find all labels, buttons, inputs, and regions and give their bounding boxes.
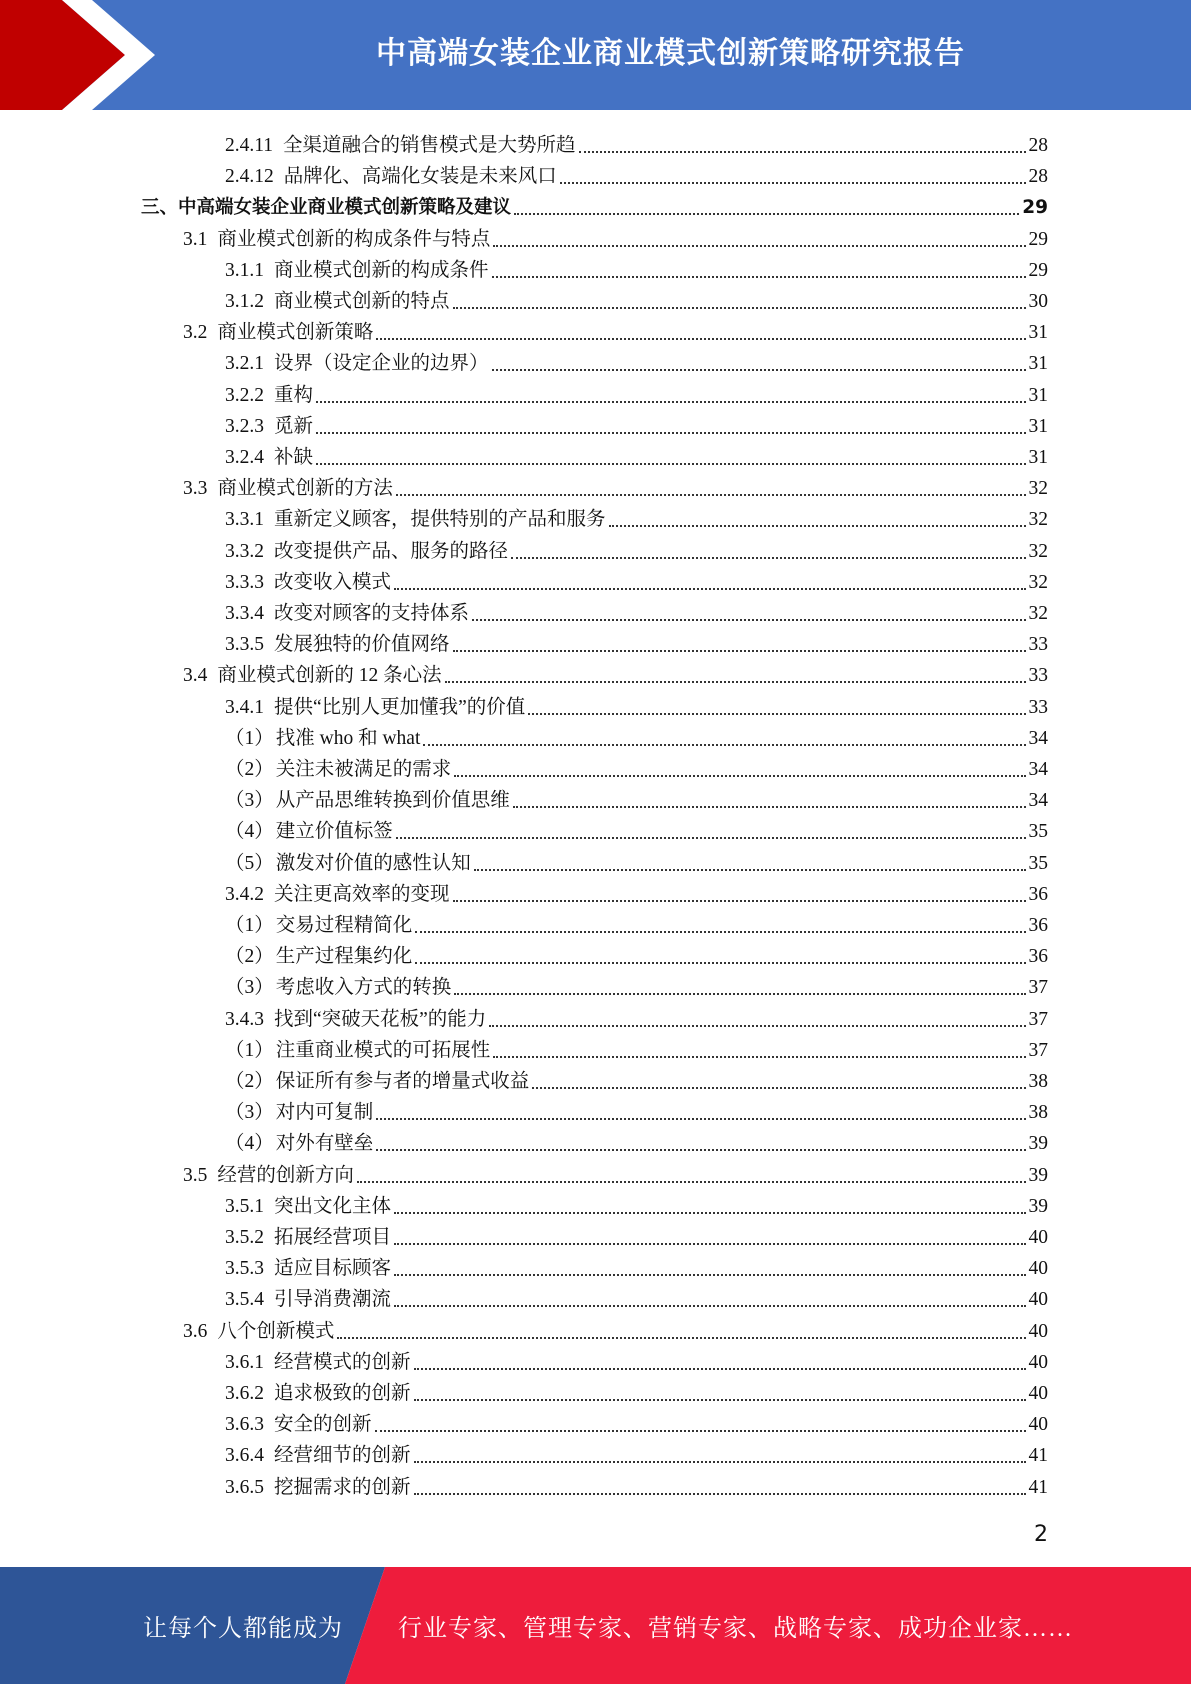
toc-leader-dots [489,1025,1025,1027]
toc-entry-number: 3.1.2 [225,291,264,312]
toc-entry-title: 激发对价值的感性认知 [275,852,471,874]
toc-entry[interactable] [0,1313,1048,1344]
toc-entry[interactable] [0,189,1048,220]
toc-leader-dots [376,1118,1025,1120]
toc-entry-number: 3.6.3 [225,1414,264,1436]
toc-entry-title: 商业模式创新策略 [217,322,374,344]
toc-entry-number: （1） [225,915,274,936]
toc-leader-dots [493,1056,1025,1058]
toc-entry[interactable] [0,1157,1048,1188]
toc-entry-number: （3） [225,790,274,812]
toc-leader-dots [528,713,1025,715]
toc-entry-page: 31 [1028,322,1048,344]
toc-entry-number: （1） [225,727,274,749]
toc-entry-page: 32 [1028,571,1048,593]
toc-leader-dots [316,463,1025,465]
toc-entry-number: 3.5.4 [225,1289,264,1311]
toc-entry-title: 商业模式创新的构成条件 [274,259,489,281]
toc-entry[interactable] [0,377,1048,408]
toc-leader-dots [414,1461,1026,1463]
toc-entry-number: 3.6.1 [225,1351,264,1373]
toc-entry-page: 40 [1028,1227,1048,1248]
toc-entry-title: 交易过程精简化 [275,915,413,936]
toc-entry-title: 经营模式的创新 [274,1351,411,1373]
toc-entry-title: 拓展经营项目 [274,1227,392,1248]
toc-entry[interactable] [0,907,1048,938]
toc-leader-dots [579,151,1026,153]
toc-entry-page: 32 [1028,603,1048,624]
toc-entry[interactable] [0,564,1048,595]
toc-entry-title: 商业模式创新的 12 条心法 [217,665,442,687]
toc-entry-page: 34 [1028,790,1048,812]
toc-entry-page: 40 [1028,1258,1048,1280]
toc-entry[interactable] [0,782,1048,813]
toc-entry[interactable] [0,408,1048,439]
toc-leader-dots [513,806,1026,808]
toc-entry-number: 3.3.2 [225,540,264,562]
toc-entry[interactable] [0,845,1048,876]
toc-entry-page: 39 [1028,1195,1048,1217]
toc-entry-title: 适应目标顾客 [274,1258,392,1280]
toc-entry-number: 3.2 [183,322,208,344]
toc-entry-title: 注重商业模式的可拓展性 [275,1039,491,1061]
toc-entry-title: 找到“突破天花板”的能力 [274,1008,487,1030]
toc-entry-title: 对内可复制 [275,1102,374,1124]
toc-entry-page: 29 [1022,197,1048,219]
footer-slogan-left: 让每个人都能成为 [143,1616,343,1642]
toc-leader-dots [394,1305,1025,1307]
toc-entry-title: 八个创新模式 [217,1320,335,1342]
toc-leader-dots [415,962,1025,964]
toc-leader-dots [394,1212,1025,1214]
toc-leader-dots [423,744,1025,746]
toc-entry[interactable] [0,314,1048,345]
toc-entry-page: 40 [1028,1351,1048,1373]
toc-entry-number: 3.4.1 [225,696,264,718]
toc-entry[interactable] [0,813,1048,844]
toc-entry[interactable] [0,158,1048,189]
toc-entry-number: 3.2.2 [225,384,264,406]
toc-leader-dots [414,1493,1026,1495]
toc-entry-title: 经营细节的创新 [274,1445,411,1467]
toc-entry[interactable] [0,533,1048,564]
toc-entry-title: 关注更高效率的变现 [274,883,450,905]
toc-entry-title: 挖掘需求的创新 [274,1476,411,1498]
toc-entry-number: 3.6.4 [225,1445,264,1467]
toc-entry-number: 3.3.5 [225,634,264,656]
toc-entry-page: 32 [1028,540,1048,562]
toc-entry-number: 3.5.3 [225,1258,264,1280]
toc-entry-title: 安全的创新 [274,1414,372,1436]
toc-entry-title: 改变收入模式 [274,571,392,593]
toc-leader-dots [609,525,1026,527]
toc-leader-dots [396,494,1026,496]
toc-entry-page: 37 [1028,1008,1048,1030]
toc-entry-number: 3.4.2 [225,883,264,905]
toc-entry-number: 3.2.4 [225,447,264,468]
toc-entry-page: 28 [1028,135,1048,156]
toc-entry[interactable] [0,252,1048,283]
toc-entry-page: 37 [1028,1039,1048,1061]
toc-entry[interactable] [0,1188,1048,1219]
toc-leader-dots [454,993,1025,995]
toc-leader-dots [453,307,1026,309]
toc-leader-dots [414,1399,1026,1401]
toc-entry-page: 41 [1028,1445,1048,1467]
toc-leader-dots [514,213,1019,215]
toc-entry-number: 3.3 [183,478,208,500]
toc-leader-dots [396,837,1026,839]
toc-entry-page: 40 [1028,1414,1048,1436]
toc-entry-title: 商业模式创新的构成条件与特点 [217,228,491,250]
toc-entry-page: 31 [1028,353,1048,375]
toc-leader-dots [445,681,1026,683]
toc-entry-number: （2） [225,1071,274,1092]
toc-entry-page: 31 [1028,384,1048,406]
toc-entry-title: 建立价值标签 [275,821,393,843]
toc-entry[interactable] [0,1001,1048,1032]
toc-entry-page: 41 [1028,1476,1048,1498]
toc-entry-number: （2） [225,759,274,780]
toc-entry-title: 引导消费潮流 [274,1289,392,1311]
toc-entry-page: 37 [1028,977,1048,999]
toc-entry-title: 找准 who 和 what [275,727,421,749]
toc-entry[interactable] [0,1219,1048,1250]
toc-entry-title: 生产过程集约化 [275,946,413,968]
toc-entry-title: 保证所有参与者的增量式收益 [275,1071,530,1092]
toc-entry-number: （4） [225,1133,274,1155]
toc-entry-number: （5） [225,852,274,874]
toc-entry-title: 关注未被满足的需求 [275,759,452,780]
toc-entry-title: 从产品思维转换到价值思维 [275,790,510,812]
toc-leader-dots [375,1430,1026,1432]
toc-entry-number: 3.3.4 [225,603,264,624]
toc-leader-dots [394,588,1025,590]
toc-entry[interactable] [0,1375,1048,1406]
toc-entry-title: 改变对顾客的支持体系 [274,603,470,624]
toc-leader-dots [316,432,1025,434]
toc-entry-title: 觅新 [274,415,314,437]
toc-entry-page: 38 [1028,1102,1048,1124]
toc-entry-title: 商业模式创新的方法 [217,478,393,500]
toc-leader-dots [511,557,1025,559]
toc-entry-number: 3.4.3 [225,1008,264,1030]
toc-entry-number: 3.1.1 [225,259,264,281]
toc-entry-page: 30 [1028,291,1048,312]
toc-leader-dots [474,869,1026,871]
toc-entry-number: （2） [225,946,274,968]
toc-leader-dots [532,1087,1025,1089]
toc-entry[interactable] [0,689,1048,720]
page-header [0,0,1191,110]
toc-entry-number: 3.5.1 [225,1195,264,1217]
toc-entry-page: 32 [1028,509,1048,531]
toc-entry-page: 39 [1028,1164,1048,1186]
toc-entry-title: 商业模式创新的特点 [274,291,450,312]
toc-entry[interactable] [0,470,1048,501]
toc-entry-page: 36 [1028,883,1048,905]
toc-entry[interactable] [0,501,1048,532]
toc-leader-dots [376,1149,1025,1151]
toc-entry-title: 发展独特的价值网络 [274,634,450,656]
footer-slogan-right: 行业专家、管理专家、营销专家、战略专家、成功企业家…… [398,1616,1073,1642]
toc-leader-dots [454,775,1025,777]
toc-entry-title: 对外有壁垒 [275,1133,374,1155]
toc-entry[interactable] [0,345,1048,376]
toc-leader-dots [376,338,1025,340]
toc-entry-number: 3.5.2 [225,1227,264,1248]
toc-leader-dots [493,245,1025,247]
toc-entry[interactable] [0,595,1048,626]
toc-entry[interactable] [0,1032,1048,1063]
toc-leader-dots [472,619,1025,621]
toc-entry-number: （3） [225,977,274,999]
toc-leader-dots [394,1274,1025,1276]
toc-entry[interactable] [0,1406,1048,1437]
toc-entry-page: 35 [1028,852,1048,874]
toc-entry-number: 3.2.1 [225,353,264,375]
toc-entry-page: 31 [1028,415,1048,437]
toc-entry-page: 33 [1028,665,1048,687]
toc-entry[interactable] [0,1344,1048,1375]
toc-entry[interactable] [0,1469,1048,1500]
toc-entry-number: 3.4 [183,665,208,687]
toc-entry-page: 38 [1028,1071,1048,1092]
header-arrow-graphic [0,0,160,110]
toc-entry-page: 40 [1028,1320,1048,1342]
toc-entry-number: 3.1 [183,228,208,250]
toc-entry-title: 改变提供产品、服务的路径 [274,540,509,562]
toc-entry-number: （4） [225,821,274,843]
toc-entry-page: 29 [1028,228,1048,250]
toc-leader-dots [453,900,1026,902]
toc-entry-page: 36 [1028,946,1048,968]
toc-entry[interactable] [0,1094,1048,1125]
toc-entry-title: 经营的创新方向 [217,1164,354,1186]
toc-entry-title: 提供“比别人更加懂我”的价值 [274,696,526,718]
toc-leader-dots [316,401,1025,403]
toc-entry[interactable] [0,127,1048,158]
page-footer [0,1567,1191,1684]
toc-entry-page: 33 [1028,634,1048,656]
toc-entry-title: 突出文化主体 [274,1195,392,1217]
toc-entry[interactable] [0,221,1048,252]
toc-entry[interactable] [0,439,1048,470]
toc-entry-title: 重新定义顾客，提供特别的产品和服务 [274,509,606,531]
toc-entry-number: 3.3.3 [225,571,264,593]
toc-entry-number: 3.6.2 [225,1383,264,1404]
toc-entry-page: 39 [1028,1133,1048,1155]
toc-entry-number: 3.5 [183,1164,208,1186]
toc-leader-dots [415,931,1025,933]
toc-leader-dots [357,1181,1026,1183]
toc-entry-number: 3.6.5 [225,1476,264,1498]
toc-entry-page: 34 [1028,727,1048,749]
toc-entry-title: 补缺 [274,447,314,468]
toc-entry-page: 36 [1028,915,1048,936]
toc-leader-dots [492,369,1026,371]
toc-leader-dots [453,650,1026,652]
toc-entry[interactable] [0,1437,1048,1468]
toc-entry-number: （3） [225,1102,274,1124]
toc-entry-number: 3.3.1 [225,509,264,531]
toc-entry-number: 3.2.3 [225,415,264,437]
toc-entry-title: 考虑收入方式的转换 [275,977,452,999]
toc-leader-dots [414,1368,1026,1370]
toc-entry[interactable] [0,1125,1048,1156]
report-title: 中高端女装企业商业模式创新策略研究报告 [376,36,965,71]
toc-entry-page: 31 [1028,447,1048,468]
toc-entry-title: 全渠道融合的销售模式是大势所趋 [283,135,576,156]
toc-entry-page: 28 [1028,166,1048,188]
toc-entry-title: 重构 [274,384,314,406]
toc-entry[interactable] [0,657,1048,688]
toc-leader-dots [560,182,1026,184]
toc-leader-dots [394,1243,1025,1245]
toc-entry[interactable] [0,720,1048,751]
toc-entry-number: 2.4.12 [225,166,274,188]
toc-entry-page: 33 [1028,696,1048,718]
toc-entry-page: 32 [1028,478,1048,500]
toc-entry-title: 品牌化、高端化女装是未来风口 [283,166,557,188]
toc-entry[interactable] [0,1063,1048,1094]
toc-entry-page: 40 [1028,1383,1048,1404]
toc-entry-title: 设界（设定企业的边界） [274,353,489,375]
toc-entry[interactable] [0,283,1048,314]
toc-entry[interactable] [0,876,1048,907]
toc-entry-number: （1） [225,1039,274,1061]
toc-entry[interactable] [0,626,1048,657]
toc-entry-number: 2.4.11 [225,135,274,156]
toc-entry[interactable] [0,1281,1048,1312]
toc-entry[interactable] [0,751,1048,782]
toc-entry[interactable] [0,938,1048,969]
toc-entry[interactable] [0,1250,1048,1281]
toc-entry-page: 29 [1028,259,1048,281]
toc-entry-number: 3.6 [183,1320,208,1342]
toc-entry-page: 34 [1028,759,1048,780]
toc-entry-page: 35 [1028,821,1048,843]
toc-entry-page: 40 [1028,1289,1048,1311]
toc-leader-dots [337,1337,1025,1339]
page-number: 2 [1034,1522,1048,1547]
toc-entry-title: 三、中高端女装企业商业模式创新策略及建议 [141,197,512,219]
toc-entry-title: 追求极致的创新 [274,1383,411,1404]
toc-leader-dots [492,276,1026,278]
toc-entry[interactable] [0,969,1048,1000]
